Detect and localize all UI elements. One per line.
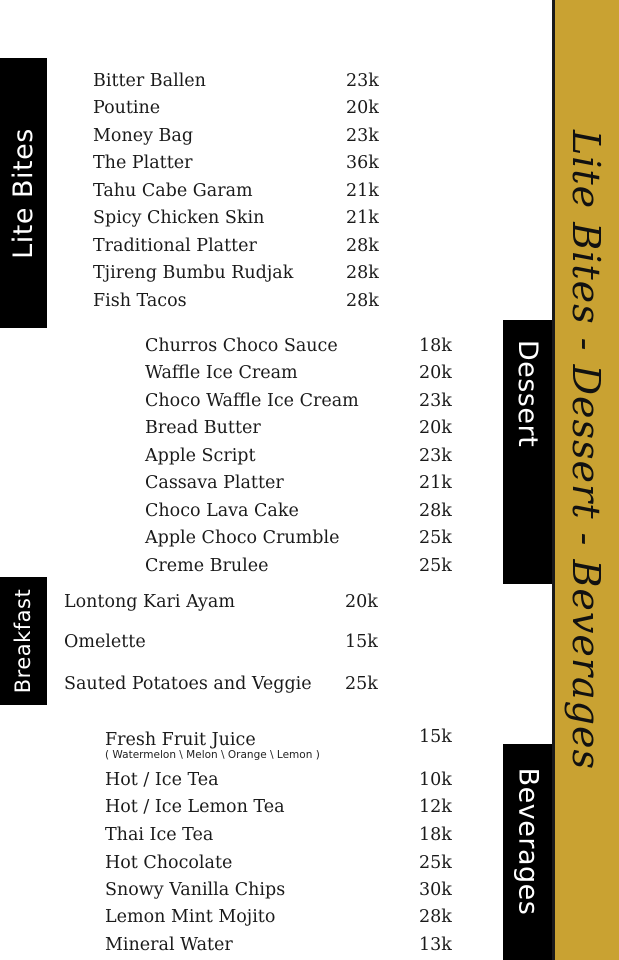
menu-item-name: Hot Chocolate — [105, 853, 233, 873]
menu-item-price: 20k — [419, 363, 452, 383]
menu-item-name: Hot / Ice Lemon Tea — [105, 797, 285, 817]
menu-item-price: 10k — [419, 770, 452, 790]
menu-item-price: 25k — [419, 528, 452, 548]
beverages-tab — [503, 744, 552, 960]
menu-item-name: Bread Butter — [145, 418, 261, 438]
menu-item-price: 28k — [346, 291, 379, 311]
menu-item-price: 21k — [346, 181, 379, 201]
menu-item-price: 28k — [419, 907, 452, 927]
menu-item-name: Fish Tacos — [93, 291, 187, 311]
menu-item-price: 18k — [419, 825, 452, 845]
menu-item-price: 15k — [345, 632, 378, 652]
menu-item-name: Tjireng Bumbu Rudjak — [93, 263, 294, 283]
menu-item-name: Hot / Ice Tea — [105, 770, 219, 790]
menu-item-name: Lontong Kari Ayam — [64, 592, 235, 612]
menu-item-name: Tahu Cabe Garam — [93, 181, 253, 201]
menu-item-price: 23k — [346, 71, 379, 91]
menu-item-name: Apple Script — [145, 446, 256, 466]
menu-item-price: 15k — [419, 727, 452, 747]
menu-item-name: Snowy Vanilla Chips — [105, 880, 286, 900]
menu-item-name: Choco Lava Cake — [145, 501, 299, 521]
menu-item-price: 36k — [346, 153, 379, 173]
menu-item-name: Lemon Mint Mojito — [105, 907, 276, 927]
menu-item-name: Omelette — [64, 632, 146, 652]
side-title-container — [552, 130, 619, 770]
menu-item-price: 25k — [419, 556, 452, 576]
menu-item-price: 21k — [419, 473, 452, 493]
side-title: Lite Bites - Dessert - Beverages — [563, 130, 608, 770]
menu-item-name: Mineral Water — [105, 935, 233, 955]
menu-item-price: 20k — [346, 98, 379, 118]
menu-item-price: 28k — [419, 501, 452, 521]
menu-item-price: 18k — [419, 336, 452, 356]
menu-item-name: The Platter — [93, 153, 193, 173]
menu-item-name: Thai Ice Tea — [105, 825, 214, 845]
menu-item-name: Waffle Ice Cream — [145, 363, 298, 383]
menu-item-price: 23k — [346, 126, 379, 146]
menu-item-price: 28k — [346, 236, 379, 256]
beverages-heading: Beverages — [512, 767, 543, 916]
breakfast-heading: Breakfast — [11, 588, 36, 694]
menu-item-name: Apple Choco Crumble — [145, 528, 340, 548]
menu-item-price: 20k — [345, 592, 378, 612]
menu-item-name: Money Bag — [93, 126, 194, 146]
menu-item-price: 25k — [345, 674, 378, 694]
menu-item-note: ( Watermelon \ Melon \ Orange \ Lemon ) — [105, 749, 320, 761]
lite-bites-tab — [0, 58, 47, 328]
menu-item-name: Bitter Ballen — [93, 71, 206, 91]
dessert-heading: Dessert — [512, 339, 543, 448]
breakfast-tab — [0, 577, 47, 705]
menu-item-price: 23k — [419, 446, 452, 466]
menu-item-price: 23k — [419, 391, 452, 411]
menu-item-name: Traditional Platter — [93, 236, 257, 256]
dessert-tab — [503, 320, 552, 584]
menu-item-name: Choco Waffle Ice Cream — [145, 391, 359, 411]
lite-bites-heading: Lite Bites — [8, 127, 39, 259]
menu-item-name: Fresh Fruit Juice — [105, 730, 256, 750]
menu-item-price: 13k — [419, 935, 452, 955]
menu-item-name: Cassava Platter — [145, 473, 284, 493]
menu-item-name: Creme Brulee — [145, 556, 269, 576]
menu-item-name: Sauted Potatoes and Veggie — [64, 674, 312, 694]
menu-item-name: Poutine — [93, 98, 161, 118]
menu-item-price: 12k — [419, 797, 452, 817]
menu-item-price: 28k — [346, 263, 379, 283]
menu-item-price: 30k — [419, 880, 452, 900]
menu-item-price: 25k — [419, 853, 452, 873]
menu-item-price: 21k — [346, 208, 379, 228]
menu-item-name: Spicy Chicken Skin — [93, 208, 265, 228]
menu-item-price: 20k — [419, 418, 452, 438]
menu-item-name: Churros Choco Sauce — [145, 336, 338, 356]
